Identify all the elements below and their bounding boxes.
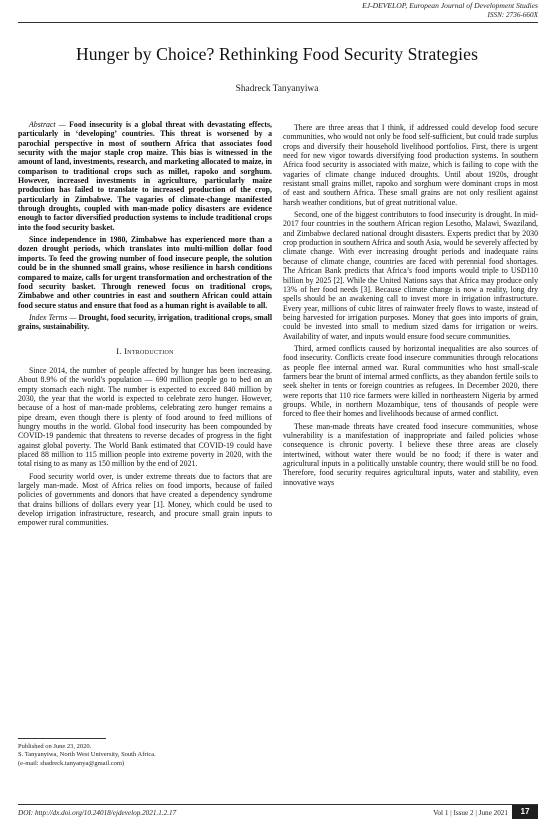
footnote-rule (18, 738, 106, 739)
index-terms (18, 313, 272, 332)
header-rule (18, 22, 538, 23)
body-paragraph-1: There are three areas that I think, if addressed could develop food secure communities, who would not only be food self-sufficient, but could trade surplus crops and diversify their household livelihood portfolios. First, there is urgent need for new vigor towards diversifying food production systems. In southern Africa food security is associated with maize, which is failing to cope with the vagaries of climate change induced droughts. Until about 1920s, drought resistant small grains millet, rapoko and sorghum were dominant crops in most of east and southern Africa. These small grains are not only resilient against harsh weather conditions, but of great nutritional value. (283, 123, 538, 207)
intro-paragraph-2: Food security world over, is under extreme threats due to factors that are largely man-made. Most of Africa relies on food imports, because of failed policies of governments and donors that have created a dependency syndrome that drains billions of dollars every year [1]. Money, which could be used to develop irrigation infrastructure, research, and procure small grain inputs to empower rural communities. (18, 471, 272, 528)
footnotes (18, 743, 156, 768)
intro-paragraph-1: Since 2014, the number of people affected by hunger has been increasing. About 8.9% of the world’s population — 690 million people go to bed on an empty stomach each night. The number is expected to exceed 840 million by 2030, the year that the world is expected to celebrate zero hunger. However, because of a host of man-made problems, celebrating zero hunger remains a pipe dream, even though there is plenty of food around to feed millions of hungry mouths in the world. Global food insecurity has been compounded by COVID-19 pandemic that threatens to reverse decades of progress in the fight against global poverty. The World Bank estimated that COVID-19 could have placed 88 million to 115 million people into extreme poverty in 2020, with the total rising to as many as 150 million by the end of 2021. (18, 365, 272, 469)
footer-rule (18, 804, 538, 805)
body-paragraph-4: These man-made threats have created food insecure communities, whose vulnerability is a manifestation of inappropriate and failed policies whose consequence is chronic poverty. I believe these three areas are closely intertwined, without water there would be no food; if there is water and agricultural inputs in a politically unstable country, there would still be no food. Therefore, food security requires agricultural inputs, water and stability, even innovative ways (283, 421, 538, 487)
left-column (18, 120, 272, 531)
right-column (283, 123, 538, 490)
abstract-paragraph-1 (18, 120, 272, 232)
running-header (0, 0, 554, 26)
abstract-lead: Abstract — (29, 120, 66, 129)
author-name: Shadreck Tanyanyiwa (235, 84, 319, 94)
body-paragraph-3: Third, armed conflicts caused by horizontal inequalities are also sources of food insecurity. Conflicts create food insecure communities through relocations as people flee internal armed war. Rural communities who host small-scale farmers bear the brunt of internal armed conflicts, as they abandon fertile soils to seek shelter in tents or foreign countries as refugees. In December 2020, there were reports that 110 rice farmers were killed in northeastern Nigeria by armed groups. While, in northern Mozambique, tens of thousands of people were forced to flee their homes and livelihoods because of armed conflict. (283, 343, 538, 419)
page-number: 17 (512, 805, 538, 819)
index-terms-lead: Index Terms — (29, 312, 77, 322)
paper-title: Hunger by Choice? Rethinking Food Security Strategies (75, 44, 479, 64)
journal-name: EJ-DEVELOP, European Journal of Development Studies (362, 1, 538, 10)
footnote-affiliation: S. Tanyanyiwa, North West University, South Africa. (18, 751, 156, 759)
body-paragraph-2: Second, one of the biggest contributors to food insecurity is drought. In mid-2017 four countries in the southern African region Lesotho, Malawi, Swaziland, and Zimbabwe declared national drought disasters. Experts predict that by 2030 crop production in southern Africa and south Asia, would be severely affected by climate change. With ever increasing drought periods and inadequate rains because of climate change, countries are faced with perennial food shortages. The African Bank predicts that Africa’s food imports would triple to USD110 billion by 2025 [2]. While the United Nations says that Africa may produce only 13% of her food needs [3]. Because climate change is now a reality, long dry spells should be an awakening call to invest more in irrigation infrastructure. Every year, millions of cubic litres of rainwater freely flows to waste, instead of being harvested for irrigation purposes. Money that goes into imports of grain, could be invested into small to medium sized dams for irrigation or weirs. Availability of water, and inputs would ensure food secure communities. (283, 210, 538, 341)
issn: ISSN: 2736-660X (487, 11, 538, 19)
index-terms-text: Drought, food security, irrigation, traditional crops, small grains, sustainability. (18, 312, 273, 332)
abstract-text-1: Food insecurity is a global threat with devastating effects, particularly in ‘developing’ countries. This threat is worsened by a parochial perspective in most of southern Africa that associates food security with the major staple crop maize. This bias is witnessed in the amount of land, investments, research, and marketing allocated to maize, in comparison to traditional crops such as millet, rapoko and sorghum. However, increased investments in agriculture, particularly maize production has failed to translate to increased production of the crop, particularly in Zimbabwe. The vagaries of climate-change manifested through droughts, coupled with man-made policy disasters are evidence enough to factor diversified production systems to include traditional crops into the food security basket. (18, 120, 272, 232)
abstract-paragraph-2: Since independence in 1980, Zimbabwe has experienced more than a dozen drought periods, which translates into multi-million dollar food imports. To feed the growing number of food insecure people, the solution could be in the shunned small grains, whose resilience in harsh conditions compared to maize, calls for urgent transformation and orchestration of the food security basket. Through renewed focus on traditional crops, Zimbabwe and other countries in east and southern African could attain food secure status and ensure that food as a human right is available to all. (18, 235, 272, 310)
footnote-published: Published on June 23, 2020. (18, 743, 92, 750)
section-heading-introduction: I. Introduction (116, 346, 174, 356)
doi-link[interactable]: DOI: http://dx.doi.org/10.24018/ejdevelop.2021.1.2.17 (18, 809, 177, 817)
volume-issue: Vol 1 | Issue 2 | June 2021 (433, 809, 508, 817)
footnote-email: (e-mail: shadreck.tanyanya@gmail.com) (18, 759, 125, 767)
